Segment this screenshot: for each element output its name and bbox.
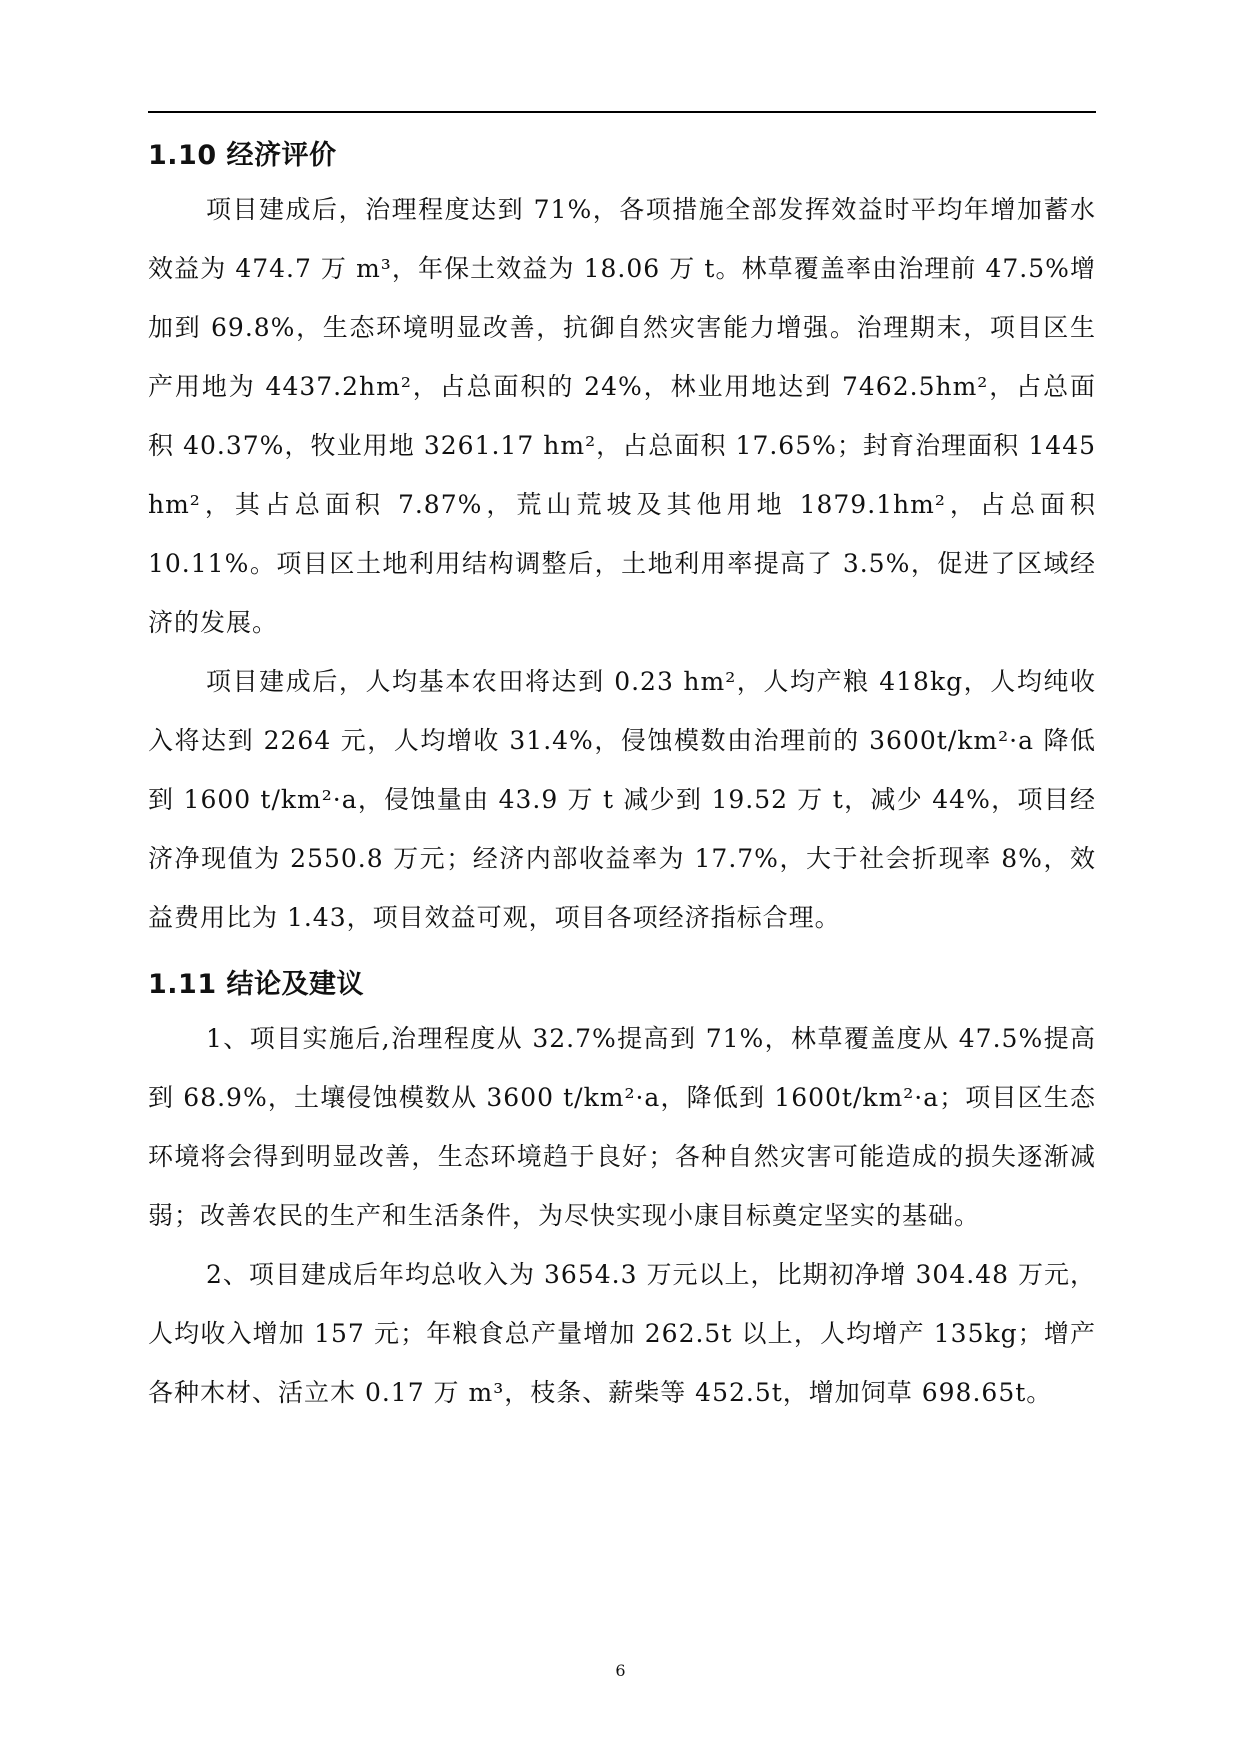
page-number: 6 <box>615 1661 626 1680</box>
paragraph-economic-benefits: 项目建成后，治理程度达到 71%，各项措施全部发挥效益时平均年增加蓄水效益为 474.7 万 m³，年保土效益为 18.06 万 t。林草覆盖率由治理前 47.5%增加到 69.8%，生态环境明显改善，抗御自然灾害能力增强。治理期末，项目区生产用地为 4437.2hm²，占总面积的 24%，林业用地达到 7462.5hm²，占总面积 40.37%，牧业用地 3261.17 hm²，占总面积 17.65%；封育治理面积 1445 hm²，其占总面积 7.87%，荒山荒坡及其他用地 1879.1hm²，占总面积 10.11%。项目区土地利用结构调整后，土地利用率提高了 3.5%，促进了区域经济的发展。 <box>148 195 1096 637</box>
section-heading-economic-evaluation: 1.10 经济评价 <box>148 140 337 171</box>
section-heading-conclusions: 1.11 结论及建议 <box>148 969 365 1000</box>
paragraph-conclusion-2: 2、项目建成后年均总收入为 3654.3 万元以上，比期初净增 304.48 万元，人均收入增加 157 元；年粮食总产量增加 262.5t 以上，人均增产 135kg；增产各种木材、活立木 0.17 万 m³，枝条、薪柴等 452.5t，增加饲草 698.65t。 <box>148 1260 1096 1407</box>
paragraph-economic-indicators: 项目建成后，人均基本农田将达到 0.23 hm²，人均产粮 418kg，人均纯收入将达到 2264 元，人均增收 31.4%，侵蚀模数由治理前的 3600t/km²·a 降低到 1600 t/km²·a，侵蚀量由 43.9 万 t 减少到 19.52 万 t，减少 44%，项目经济净现值为 2550.8 万元；经济内部收益率为 17.7%，大于社会折现率 8%，效益费用比为 1.43，项目效益可观，项目各项经济指标合理。 <box>148 667 1096 932</box>
header-rule <box>148 111 1096 113</box>
paragraph-conclusion-1: 1、项目实施后,治理程度从 32.7%提高到 71%，林草覆盖度从 47.5%提高到 68.9%，土壤侵蚀模数从 3600 t/km²·a，降低到 1600t/km²·a；项目区生态环境将会得到明显改善，生态环境趋于良好；各种自然灾害可能造成的损失逐渐减弱；改善农民的生产和生活条件，为尽快实现小康目标奠定坚实的基础。 <box>148 1024 1096 1230</box>
page-content <box>148 132 1096 1422</box>
